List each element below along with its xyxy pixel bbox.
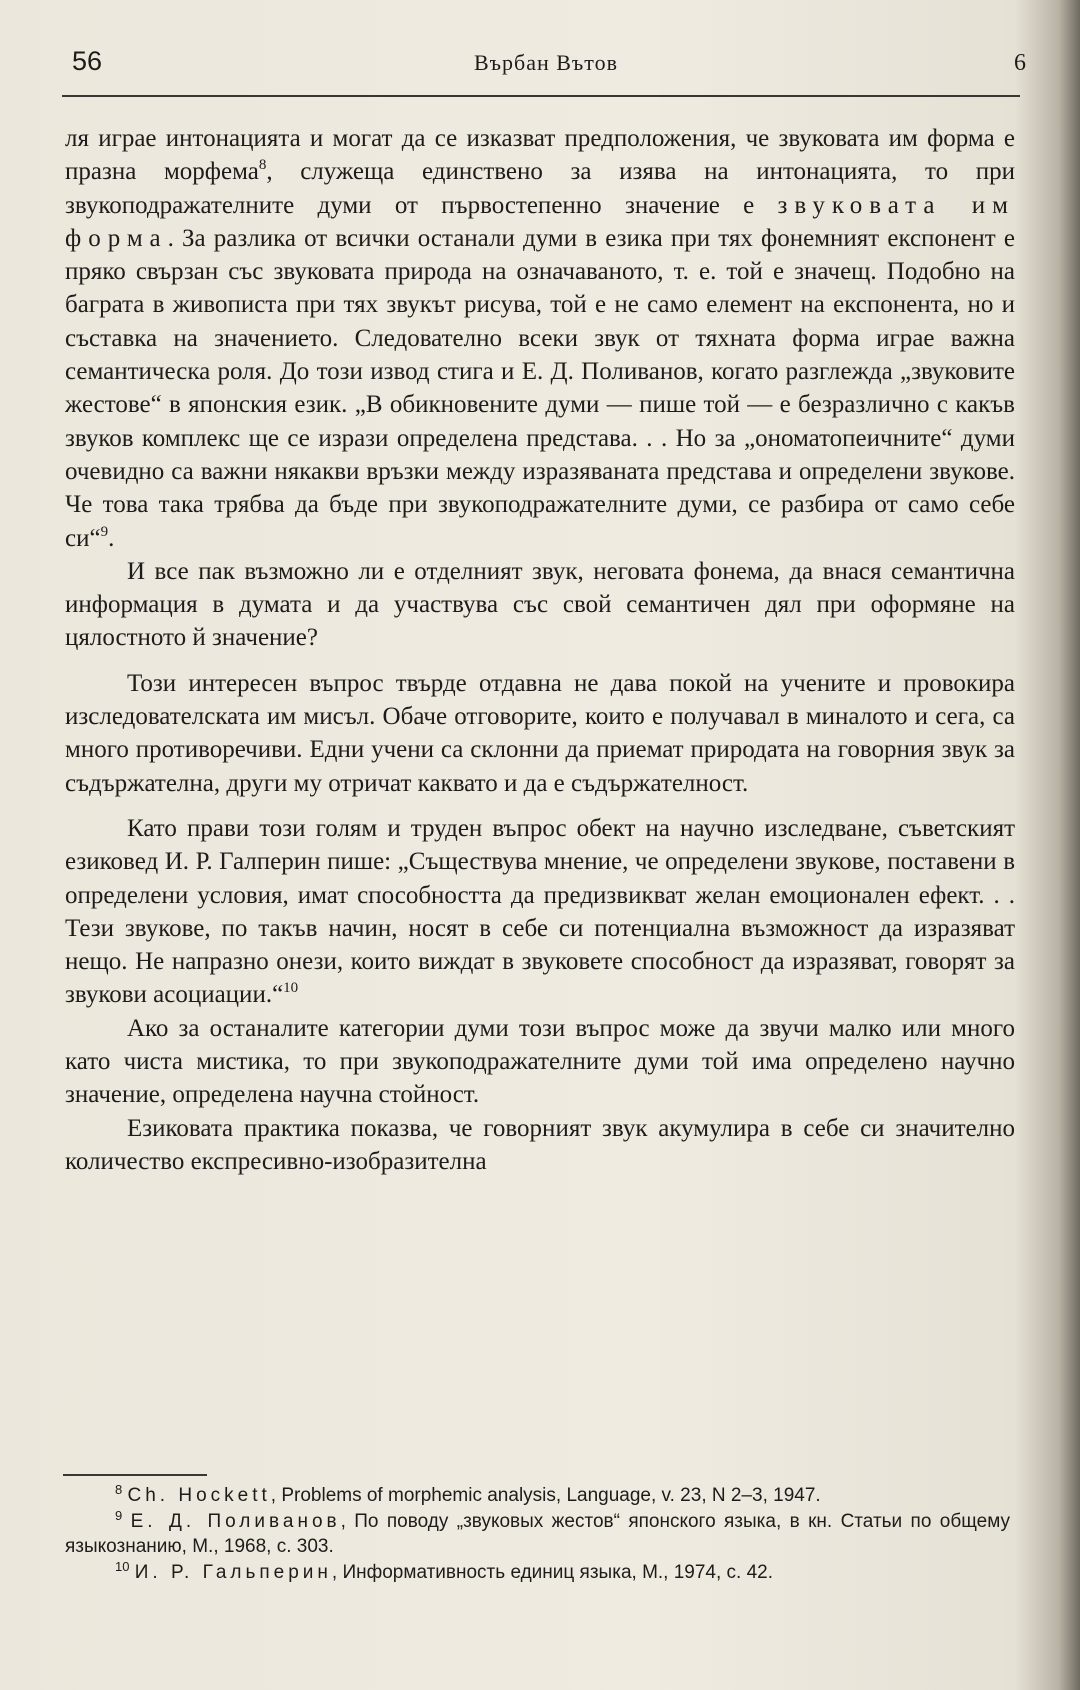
paragraph-1-part-a: ля играе интонацията и могат да се изказват предположения, че звуковата им форма е празна морфема — [65, 125, 1015, 186]
emphasized-phrase: звуковата им форма — [65, 191, 1015, 252]
footnote-author: И. Р. Гальперин — [134, 1561, 332, 1583]
footnote-9 — [65, 1509, 1010, 1560]
footnote-rule — [63, 1474, 207, 1476]
paragraph-5: Ако за останалите категории думи този въпрос може да звучи малко или много като чиста мистика, то при звукоподражателните думи той има определено научно значение, определена научна стойност. — [65, 1014, 1015, 1109]
footnote-author: Е. Д. Поливанов — [130, 1510, 341, 1532]
footnote-10 — [65, 1560, 1010, 1586]
paragraph-6: Езиковата практика показва, че говорният звук акумулира в себе си значително количество експресивно-изобразителна — [65, 1114, 1015, 1175]
running-head: Върбан Вътов — [473, 50, 619, 75]
paragraph-3: Този интересен въпрос твърде отдавна не дава покой на учените и провокира изследователската им мисъл. Обаче отговорите, които е получавал в миналото и сега, са много противоречиви. Едни учени са склонни да приемат природата на говорния звук за съдържателна, други му отричат каквато и да е съдържателност. — [65, 669, 1015, 797]
footnote-marker: 9 — [115, 1507, 123, 1523]
footnote-text: , Информативность единиц языка, М., 1974, с. 42. — [331, 1561, 774, 1583]
next-page-fragment: 6 — [1014, 50, 1026, 76]
body-text — [65, 122, 1015, 1178]
footnote-text: , По поводу „звуковых жестов“ японского языка, в кн. Статьи по общему языкознанию, М., 1968, с. 303. — [65, 1510, 1010, 1558]
paragraph-4-text: Като прави този голям и труден въпрос обект на научно изследване, съветският езиковед И. Р. Галперин пише: „Съществува мнение, че определени звукове, поставени в определени условия, имат способността да предизвикват желан емоционален ефект. . . Тези звукове, по такъв начин, носят в себе си потенциална възможност да изразяват нещо. Не напразно онези, които виждат в звуковете способност да изразяват, говорят за звукови асоциации.“ — [65, 814, 1015, 1009]
paragraph-4 — [65, 812, 1015, 1012]
paragraph-1 — [65, 122, 1015, 555]
footnote-marker: 8 — [115, 1482, 123, 1497]
paragraph-1-part-c: . За разлика от всички останали думи в езика при тях фонемният експонент е пряко свързан със звуковата природа на означаваното, т. е. той е значещ. Подобно на баграта в живописта при тях звукът рисува, той е не само елемент на експонента, но и съставка на значението. Следователно всеки звук от тяхната форма играе важна семантическа роля. До този извод стига и Е. Д. Поливанов, когато разглежда „звуковите жестове“ в японския език. „В обикновените думи — пише той — е безразлично с какъв звуков комплекс ще се изрази определена представа. . . Но за „ономатопеичните“ думи очевидно са важни някакви връзки между изразяваната представа и определени звукове. Че това така трябва да бъде при звукоподражателните думи, се разбира от само себе си“ — [65, 224, 1015, 552]
footnote-ref-9: 9 — [100, 523, 109, 540]
footnotes — [65, 1483, 1010, 1585]
footnote-ref-8: 8 — [258, 157, 267, 174]
footnote-text: , Problems of morphemic analysis, Language, v. 23, N 2–3, 1947. — [270, 1485, 821, 1506]
footnote-8 — [65, 1483, 1010, 1509]
paragraph-1-part-b: , служеща единствено за изява на интонацията, то при звукоподражателните думи от първостепенно значение е — [65, 158, 1015, 219]
footnote-ref-10: 10 — [283, 980, 299, 997]
page-number: 56 — [72, 46, 103, 76]
paragraph-2: И все пак възможно ли е отделният звук, неговата фонема, да внася семантична информация в думата и да участвува със свой семантичен дял при оформяне на цялостното й значение? — [65, 557, 1015, 652]
header-rule — [62, 95, 1020, 97]
footnote-author: Ch. Hockett — [127, 1485, 271, 1506]
page-header — [72, 40, 1026, 90]
footnote-marker: 10 — [115, 1558, 130, 1574]
paragraph-1-part-d: . — [108, 524, 115, 552]
